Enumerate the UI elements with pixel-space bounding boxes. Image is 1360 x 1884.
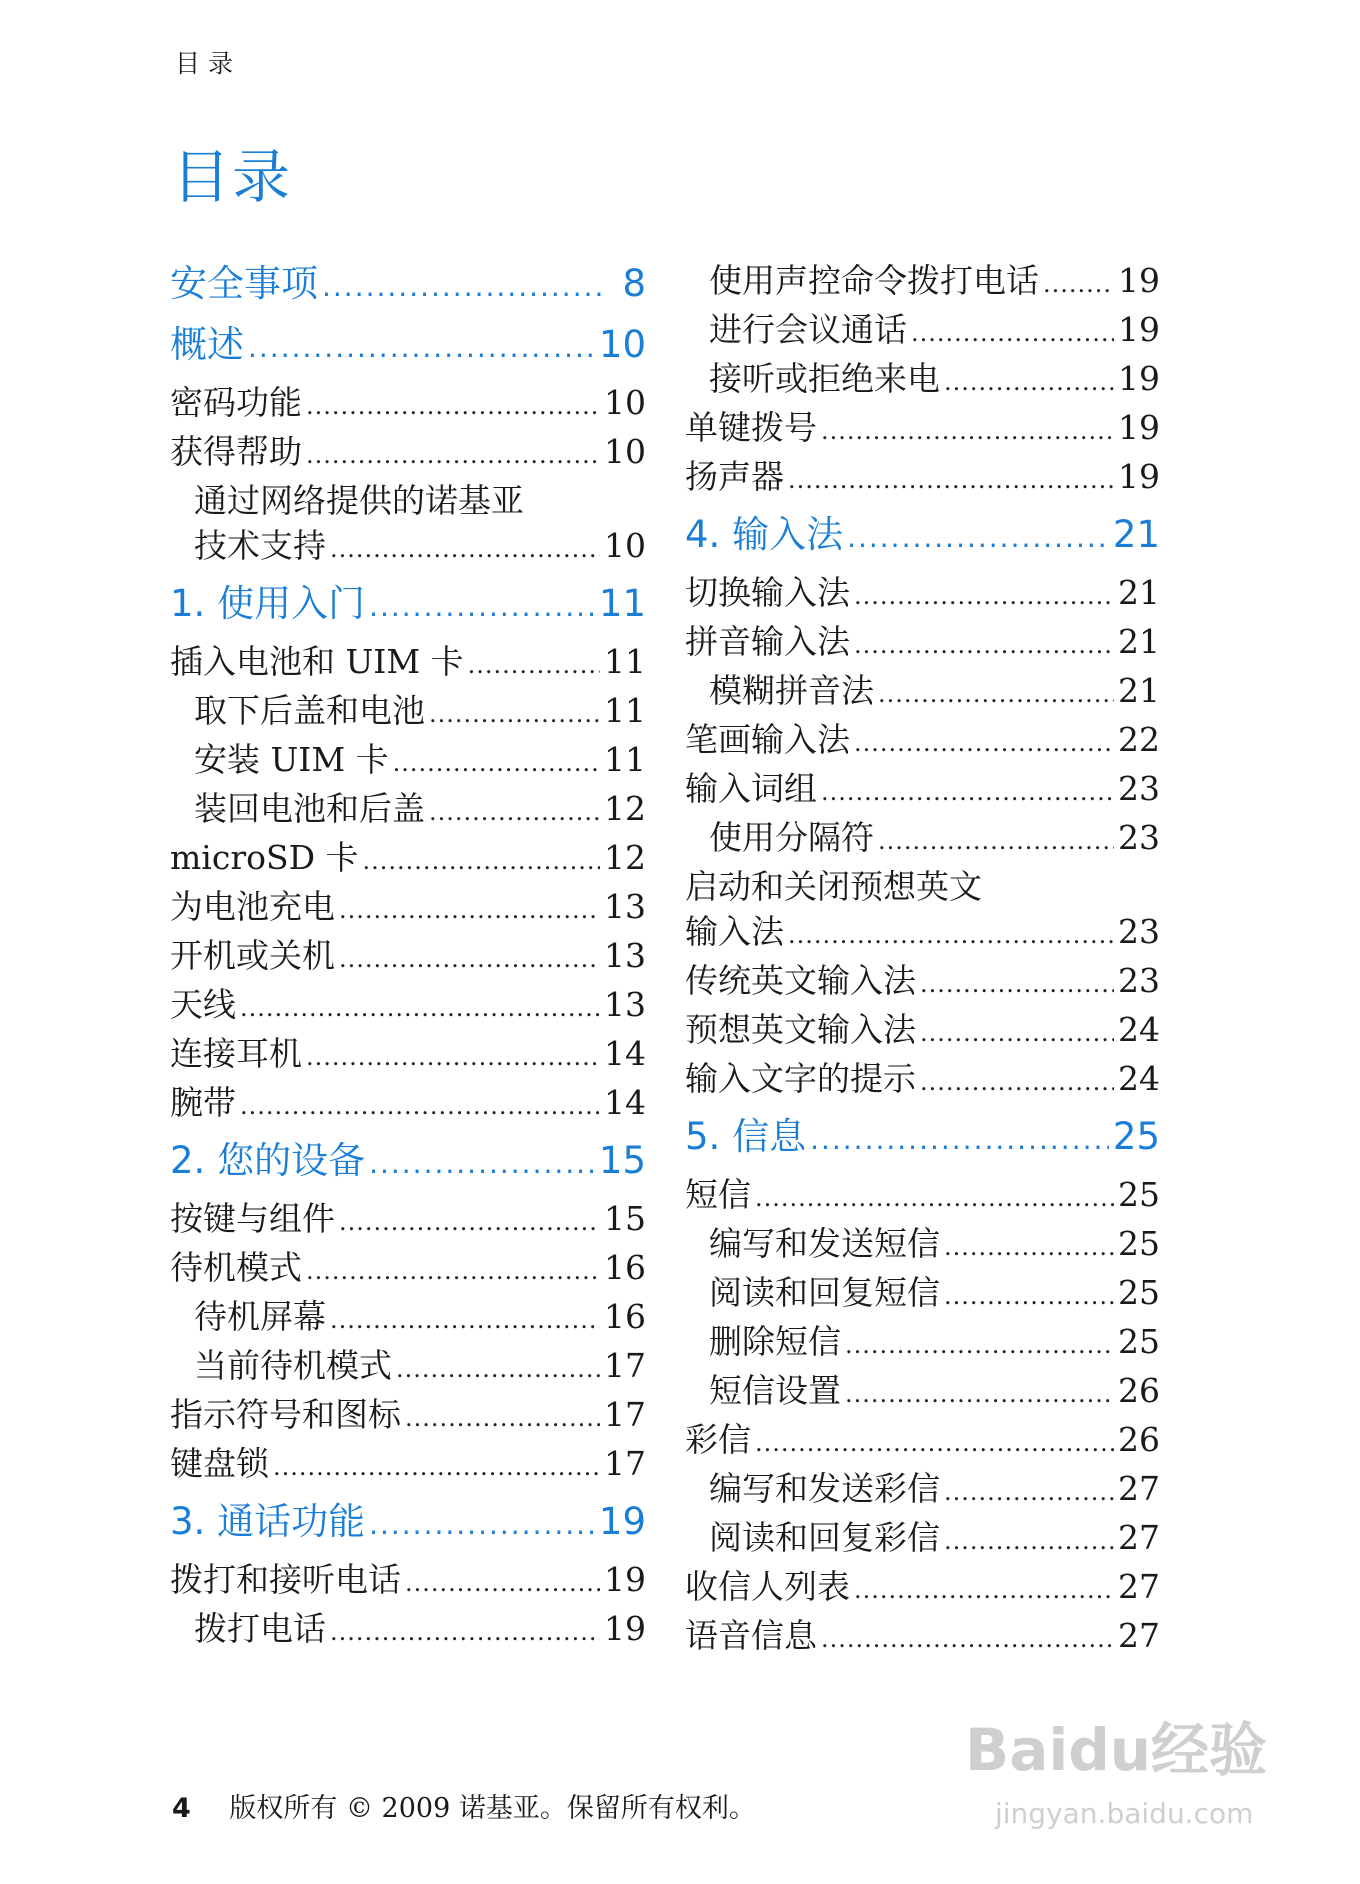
dot-leader (306, 1245, 600, 1294)
toc-entry-title: 拼音输入法 (685, 622, 850, 661)
toc-page-number: 11 (604, 691, 646, 730)
watermark-url: jingyan.baidu.com (995, 1797, 1254, 1830)
toc-entry-title: 当前待机模式 (194, 1346, 392, 1385)
toc-subsection-entry[interactable] (685, 1319, 1160, 1368)
toc-section-entry[interactable] (685, 619, 1160, 668)
dot-leader (330, 1606, 600, 1655)
toc-chapter-entry[interactable] (170, 258, 646, 313)
toc-page-number: 21 (1118, 573, 1160, 612)
toc-section-entry[interactable] (685, 405, 1160, 454)
dot-leader (393, 737, 600, 786)
toc-section-entry[interactable] (170, 1196, 646, 1245)
dot-leader (854, 717, 1114, 766)
toc-entry-title: 使用声控命令拨打电话 (709, 261, 1039, 300)
toc-subsection-entry[interactable] (685, 1270, 1160, 1319)
dot-leader (788, 454, 1114, 503)
toc-entry-title: 键盘锁 (170, 1444, 269, 1483)
toc-subsection-entry[interactable] (685, 1221, 1160, 1270)
dot-leader (847, 509, 1109, 564)
toc-entry-title: 输入词组 (685, 769, 817, 808)
toc-subsection-entry[interactable] (685, 307, 1160, 356)
toc-entry-title: 预想英文输入法 (685, 1010, 916, 1049)
dot-leader (429, 786, 600, 835)
toc-entry-title: microSD 卡 (170, 838, 359, 877)
toc-section-entry[interactable] (685, 454, 1160, 503)
toc-section-entry[interactable] (685, 1564, 1160, 1613)
toc-page-number: 17 (604, 1395, 646, 1434)
toc-page-number: 16 (604, 1248, 646, 1287)
toc-page-number: 25 (1112, 1115, 1160, 1158)
toc-entry-title: 单键拨号 (685, 408, 817, 447)
toc-page-number: 25 (1118, 1224, 1160, 1263)
toc-entry-title: 1. 使用入门 (170, 582, 366, 625)
dot-leader (788, 909, 1114, 958)
toc-page-number: 10 (604, 383, 646, 422)
toc-subsection-entry[interactable] (685, 1368, 1160, 1417)
toc-chapter-entry[interactable] (170, 1496, 646, 1551)
dot-leader (330, 523, 600, 572)
dot-leader (854, 570, 1114, 619)
toc-section-entry[interactable] (685, 1613, 1160, 1662)
dot-leader (821, 405, 1114, 454)
dot-leader (240, 982, 600, 1031)
toc-subsection-entry[interactable] (170, 786, 646, 835)
toc-entry-title: 2. 您的设备 (170, 1139, 366, 1182)
toc-page-number: 14 (604, 1034, 646, 1073)
toc-entry-title-line1: 通过网络提供的诺基亚 (194, 481, 524, 520)
toc-entry-title: 插入电池和 UIM 卡 (170, 642, 464, 681)
dot-leader (306, 380, 600, 429)
toc-entry-title: 待机屏幕 (194, 1297, 326, 1336)
dot-leader (920, 958, 1114, 1007)
toc-subsection-entry[interactable] (685, 668, 1160, 717)
dot-leader (920, 1056, 1114, 1105)
toc-page-number: 10 (604, 526, 646, 565)
toc-page-number: 12 (604, 838, 646, 877)
dot-leader (1043, 258, 1114, 307)
toc-page-number: 13 (604, 985, 646, 1024)
toc-subsection-entry[interactable] (685, 1515, 1160, 1564)
dot-leader (821, 766, 1114, 815)
toc-entry-wrapped[interactable] (685, 864, 1160, 958)
toc-entry-wrapped[interactable] (170, 478, 646, 572)
dot-leader (810, 1111, 1109, 1166)
dot-leader (369, 1496, 595, 1551)
toc-page-number: 26 (1118, 1371, 1160, 1410)
toc-subsection-entry[interactable] (170, 1294, 646, 1343)
toc-section-entry[interactable] (170, 835, 646, 884)
toc-entry-title: 密码功能 (170, 383, 302, 422)
dot-leader (405, 1392, 600, 1441)
toc-page-number: 24 (1118, 1010, 1160, 1049)
toc-entry-title: 连接耳机 (170, 1034, 302, 1073)
toc-entry-title: 删除短信 (709, 1322, 841, 1361)
toc-section-entry[interactable] (685, 958, 1160, 1007)
toc-page-number: 13 (604, 936, 646, 975)
toc-section-entry[interactable] (170, 933, 646, 982)
toc-page-number: 19 (1118, 457, 1160, 496)
page-title: 目录 (172, 143, 293, 211)
toc-subsection-entry[interactable] (685, 356, 1160, 405)
toc-entry-title: 彩信 (685, 1420, 751, 1459)
toc-entry-title: 切换输入法 (685, 573, 850, 612)
toc-chapter-entry[interactable] (685, 509, 1160, 564)
toc-page-number: 27 (1118, 1518, 1160, 1557)
toc-page-number: 13 (604, 887, 646, 926)
dot-leader (821, 1613, 1114, 1662)
running-header: 目录 (175, 49, 242, 78)
dot-leader (468, 639, 600, 688)
toc-section-entry[interactable] (170, 1557, 646, 1606)
toc-entry-title: 腕带 (170, 1083, 236, 1122)
toc-page-number: 11 (604, 642, 646, 681)
toc-section-entry[interactable] (685, 1056, 1160, 1105)
toc-section-entry[interactable] (170, 1441, 646, 1490)
toc-section-entry[interactable] (685, 909, 1160, 958)
dot-leader (273, 1441, 600, 1490)
toc-section-entry[interactable] (170, 429, 646, 478)
toc-section-entry[interactable] (685, 570, 1160, 619)
toc-entry-title: 获得帮助 (170, 432, 302, 471)
toc-subsection-entry[interactable] (170, 688, 646, 737)
toc-page-number: 27 (1118, 1567, 1160, 1606)
toc-entry-title: 技术支持 (194, 526, 326, 565)
toc-entry-title: 拨打电话 (194, 1609, 326, 1648)
dot-leader (330, 1294, 600, 1343)
toc-entry-title: 编写和发送彩信 (709, 1469, 940, 1508)
toc-section-entry[interactable] (685, 766, 1160, 815)
dot-leader (854, 619, 1114, 668)
toc-entry-title: 阅读和回复短信 (709, 1273, 940, 1312)
toc-entry-title: 5. 信息 (685, 1115, 807, 1158)
toc-left-column (170, 258, 646, 1655)
baidu-logo-icon (965, 1695, 1295, 1845)
toc-page-number: 27 (1118, 1616, 1160, 1655)
toc-page-number: 21 (1118, 622, 1160, 661)
dot-leader (755, 1172, 1114, 1221)
toc-page-number: 23 (1118, 912, 1160, 951)
toc-subsection-entry[interactable] (170, 1606, 646, 1655)
toc-entry-title-line1: 启动和关闭预想英文 (685, 867, 982, 906)
toc-entry-title: 进行会议通话 (709, 310, 907, 349)
toc-page-number: 21 (1118, 671, 1160, 710)
dot-leader (306, 1031, 600, 1080)
dot-leader (920, 1007, 1114, 1056)
toc-page-number: 19 (1118, 261, 1160, 300)
toc-entry-title: 4. 输入法 (685, 513, 844, 556)
toc-page-number: 11 (604, 740, 646, 779)
toc-entry-title: 阅读和回复彩信 (709, 1518, 940, 1557)
dot-leader (405, 1557, 600, 1606)
dot-leader (429, 688, 600, 737)
toc-section-entry[interactable] (170, 884, 646, 933)
toc-subsection-entry[interactable] (685, 815, 1160, 864)
toc-page-number: 19 (598, 1500, 646, 1543)
toc-entry-title: 装回电池和后盖 (194, 789, 425, 828)
toc-entry-title: 编写和发送短信 (709, 1224, 940, 1263)
toc-page-number: 19 (604, 1560, 646, 1599)
toc-entry-title: 概述 (170, 323, 244, 366)
dot-leader (878, 668, 1114, 717)
toc-right-column (685, 258, 1160, 1662)
toc-entry-title: 模糊拼音法 (709, 671, 874, 710)
dot-leader (878, 815, 1114, 864)
toc-entry-title: 扬声器 (685, 457, 784, 496)
baidu-watermark (965, 1695, 1295, 1845)
toc-page-number: 23 (1118, 769, 1160, 808)
toc-page-number: 24 (1118, 1059, 1160, 1098)
dot-leader (339, 1196, 600, 1245)
dot-leader (944, 1466, 1114, 1515)
toc-section-entry[interactable] (685, 717, 1160, 766)
toc-page-number: 22 (1118, 720, 1160, 759)
toc-entry-title: 安全事项 (170, 262, 318, 305)
toc-section-entry[interactable] (685, 1172, 1160, 1221)
dot-leader (396, 1343, 600, 1392)
dot-leader (322, 258, 608, 313)
toc-entry-title: 接听或拒绝来电 (709, 359, 940, 398)
toc-entry-title: 安装 UIM 卡 (194, 740, 389, 779)
toc-page-number: 19 (1118, 408, 1160, 447)
toc-page-number: 23 (1118, 961, 1160, 1000)
dot-leader (306, 429, 600, 478)
toc-page-number: 25 (1118, 1273, 1160, 1312)
toc-entry-title: 待机模式 (170, 1248, 302, 1287)
toc-section-entry[interactable] (685, 1417, 1160, 1466)
toc-entry-title: 收信人列表 (685, 1567, 850, 1606)
toc-chapter-entry[interactable] (685, 1111, 1160, 1166)
dot-leader (911, 307, 1114, 356)
toc-entry-title: 笔画输入法 (685, 720, 850, 759)
toc-section-entry[interactable] (170, 639, 646, 688)
dot-leader (369, 578, 595, 633)
toc-page-number: 17 (604, 1346, 646, 1385)
toc-entry-title: 使用分隔符 (709, 818, 874, 857)
toc-page-number: 15 (598, 1139, 646, 1182)
toc-entry-title: 输入文字的提示 (685, 1059, 916, 1098)
toc-entry-title: 为电池充电 (170, 887, 335, 926)
watermark-brand: Baidu经验 (965, 1716, 1268, 1784)
toc-page-number: 10 (604, 432, 646, 471)
toc-page-number: 14 (604, 1083, 646, 1122)
dot-leader (944, 1515, 1114, 1564)
toc-subsection-entry[interactable] (685, 1466, 1160, 1515)
toc-section-entry[interactable] (170, 1080, 646, 1129)
toc-section-entry[interactable] (170, 1245, 646, 1294)
dot-leader (363, 835, 600, 884)
toc-entry-title: 3. 通话功能 (170, 1500, 366, 1543)
toc-chapter-entry[interactable] (170, 578, 646, 633)
dot-leader (369, 1135, 595, 1190)
toc-entry-title: 语音信息 (685, 1616, 817, 1655)
toc-subsection-entry[interactable] (685, 258, 1160, 307)
toc-section-entry[interactable] (170, 1392, 646, 1441)
page-number: 4 (172, 1793, 191, 1824)
toc-page-number: 25 (1118, 1175, 1160, 1214)
copyright-notice: 版权所有 © 2009 诺基亚。保留所有权利。 (229, 1793, 756, 1824)
dot-leader (339, 933, 600, 982)
dot-leader (845, 1368, 1114, 1417)
toc-entry-title: 天线 (170, 985, 236, 1024)
toc-page-number: 25 (1118, 1322, 1160, 1361)
toc-page-number: 11 (598, 582, 646, 625)
toc-section-entry[interactable] (170, 380, 646, 429)
toc-section-entry[interactable] (170, 982, 646, 1031)
toc-page-number: 8 (622, 262, 646, 305)
dot-leader (944, 1270, 1114, 1319)
dot-leader (944, 1221, 1114, 1270)
dot-leader (845, 1319, 1114, 1368)
dot-leader (755, 1417, 1114, 1466)
toc-entry-title: 取下后盖和电池 (194, 691, 425, 730)
toc-page-number: 17 (604, 1444, 646, 1483)
toc-subsection-entry[interactable] (170, 523, 646, 572)
toc-entry-title: 拨打和接听电话 (170, 1560, 401, 1599)
toc-page-number: 21 (1112, 513, 1160, 556)
toc-page-number: 23 (1118, 818, 1160, 857)
toc-entry-title: 按键与组件 (170, 1199, 335, 1238)
dot-leader (248, 319, 595, 374)
toc-page-number: 27 (1118, 1469, 1160, 1508)
toc-page-number: 26 (1118, 1420, 1160, 1459)
toc-entry-title: 开机或关机 (170, 936, 335, 975)
toc-entry-title: 指示符号和图标 (170, 1395, 401, 1434)
toc-entry-title: 输入法 (685, 912, 784, 951)
toc-entry-title: 传统英文输入法 (685, 961, 916, 1000)
toc-chapter-entry[interactable] (170, 319, 646, 374)
toc-page-number: 19 (604, 1609, 646, 1648)
toc-section-entry[interactable] (685, 1007, 1160, 1056)
toc-section-entry[interactable] (170, 1031, 646, 1080)
toc-entry-title: 短信设置 (709, 1371, 841, 1410)
toc-subsection-entry[interactable] (170, 737, 646, 786)
dot-leader (339, 884, 600, 933)
toc-page-number: 16 (604, 1297, 646, 1336)
toc-page-number: 19 (1118, 310, 1160, 349)
toc-subsection-entry[interactable] (170, 1343, 646, 1392)
toc-page-number: 10 (598, 323, 646, 366)
toc-entry-title: 短信 (685, 1175, 751, 1214)
toc-page-number: 15 (604, 1199, 646, 1238)
dot-leader (240, 1080, 600, 1129)
page-footer (172, 1786, 756, 1825)
toc-page-number: 12 (604, 789, 646, 828)
toc-page-number: 19 (1118, 359, 1160, 398)
toc-chapter-entry[interactable] (170, 1135, 646, 1190)
dot-leader (944, 356, 1114, 405)
dot-leader (854, 1564, 1114, 1613)
